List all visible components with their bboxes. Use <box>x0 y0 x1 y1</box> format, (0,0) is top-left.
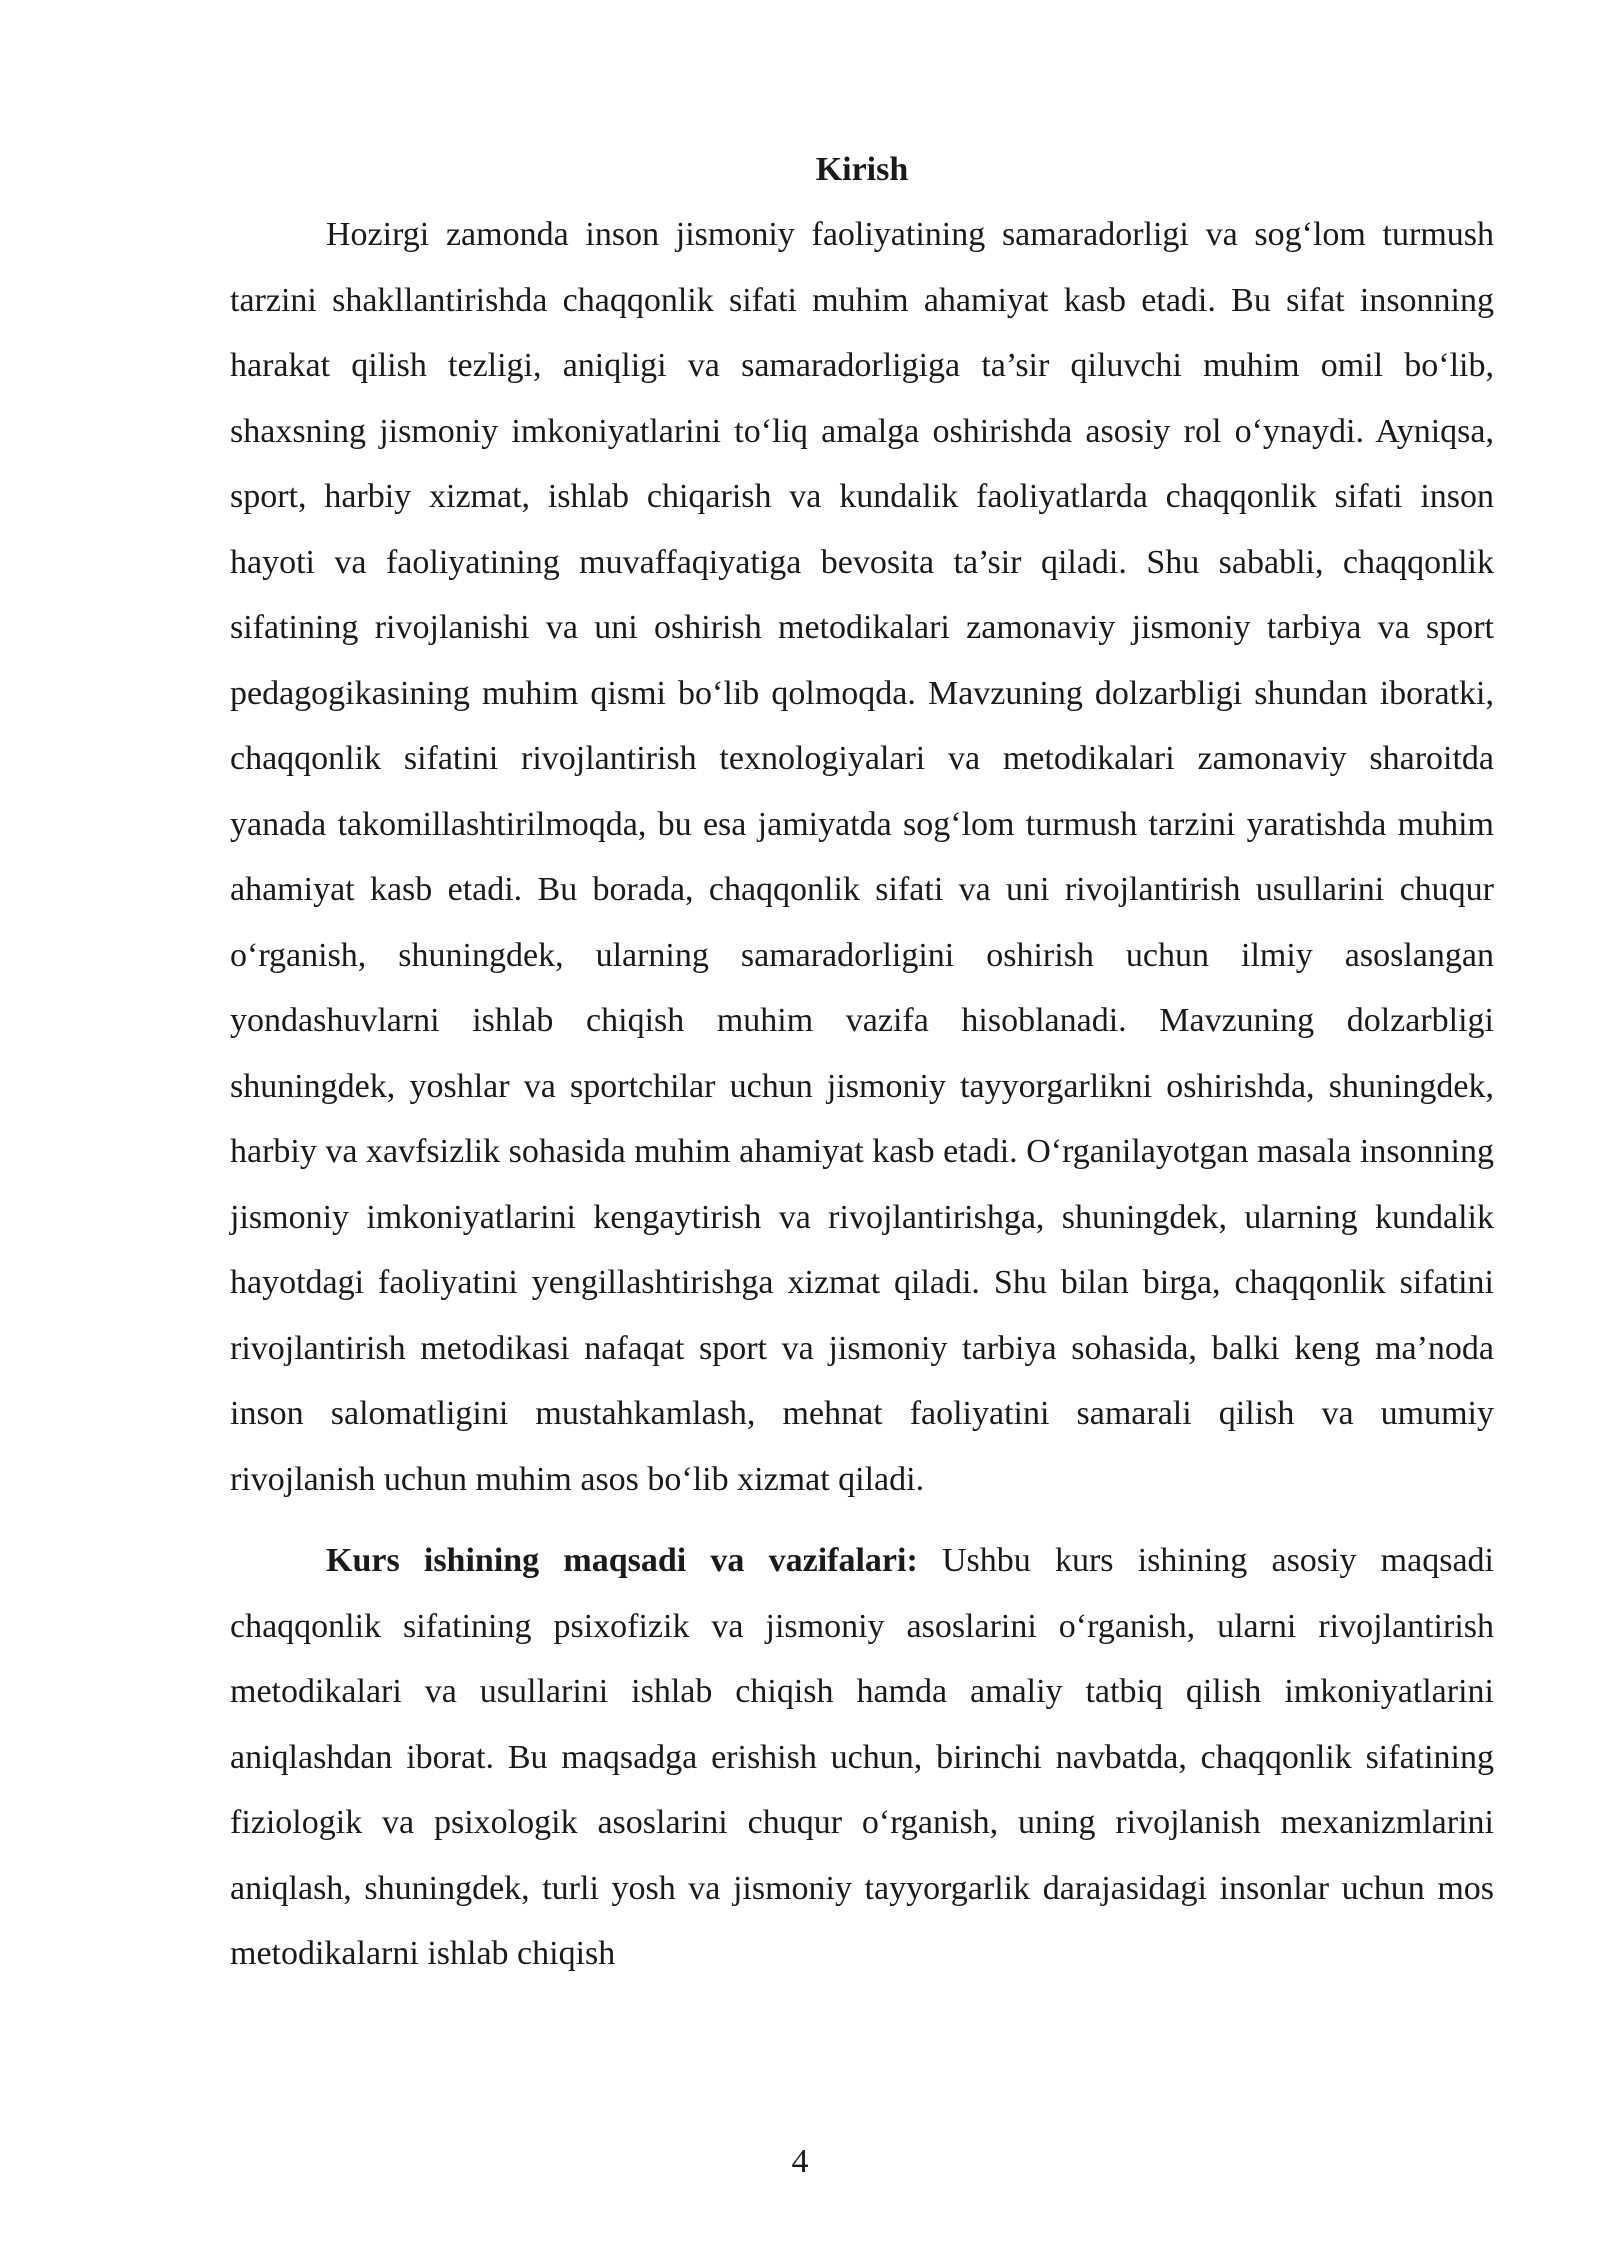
document-page <box>230 150 1494 1987</box>
page-number: 4 <box>791 2143 809 2180</box>
goals-body-text: Ushbu kurs ishining asosiy maqsadi chaqqonlik sifatining psixofizik va jismoniy asoslarini o‘rganish, ularni rivojlantirish metodikalari va usullarini ishlab chiqish hamda amaliy tatbiq qilish imkoniyatlarini aniqlashdan iborat. Bu maqsadga erishish uchun, birinchi navbatda, chaqqonlik sifatining fiziologik va psixologik asoslarini chuqur o‘rganish, uning rivojlanish mexanizmlarini aniqlash, shuningdek, turli yosh va jismoniy tayyorgarlik darajasidagi insonlar uchun mos metodikalarni ishlab chiqish <box>230 1542 1494 1972</box>
intro-paragraph: Hozirgi zamonda inson jismoniy faoliyatining samaradorligi va sog‘lom turmush tarzini shakllantirishda chaqqonlik sifati muhim ahamiyat kasb etadi. Bu sifat insonning harakat qilish tezligi, aniqligi va samaradorligiga ta’sir qiluvchi muhim omil bo‘lib, shaxsning jismoniy imkoniyatlarini to‘liq amalga oshirishda asosiy rol o‘ynaydi. Ayniqsa, sport, harbiy xizmat, ishlab chiqarish va kundalik faoliyatlarda chaqqonlik sifati inson hayoti va faoliyatining muvaffaqiyatiga bevosita ta’sir qiladi. Shu sababli, chaqqonlik sifatining rivojlanishi va uni oshirish metodikalari zamonaviy jismoniy tarbiya va sport pedagogikasining muhim qismi bo‘lib qolmoqda. Mavzuning dolzarbligi shundan iboratki, chaqqonlik sifatini rivojlantirish texnologiyalari va metodikalari zamonaviy sharoitda yanada takomillashtirilmoqda, bu esa jamiyatda sog‘lom turmush tarzini yaratishda muhim ahamiyat kasb etadi. Bu borada, chaqqonlik sifati va uni rivojlantirish usullarini chuqur o‘rganish, shuningdek, ularning samaradorligini oshirish uchun ilmiy asoslangan yondashuvlarni ishlab chiqish muhim vazifa hisoblanadi. Mavzuning dolzarbligi shuningdek, yoshlar va sportchilar uchun jismoniy tayyorgarlikni oshirishda, shuningdek, harbiy va xavfsizlik sohasida muhim ahamiyat kasb etadi. O‘rganilayotgan masala insonning jismoniy imkoniyatlarini kengaytirish va rivojlantirishga, shuningdek, ularning kundalik hayotdagi faoliyatini yengillashtirishga xizmat qiladi. Shu bilan birga, chaqqonlik sifatini rivojlantirish metodikasi nafaqat sport va jismoniy tarbiya sohasida, balki keng ma’noda inson salomatligini mustahkamlash, mehnat faoliyatini samarali qilish va umumiy rivojlanish uchun muhim asos bo‘lib xizmat qiladi. <box>230 216 1494 1498</box>
goals-paragraph <box>230 1528 1494 1987</box>
section-heading: Kirish <box>815 151 909 188</box>
goals-lead-text: Kurs ishining maqsadi va vazifalari: <box>326 1542 918 1579</box>
